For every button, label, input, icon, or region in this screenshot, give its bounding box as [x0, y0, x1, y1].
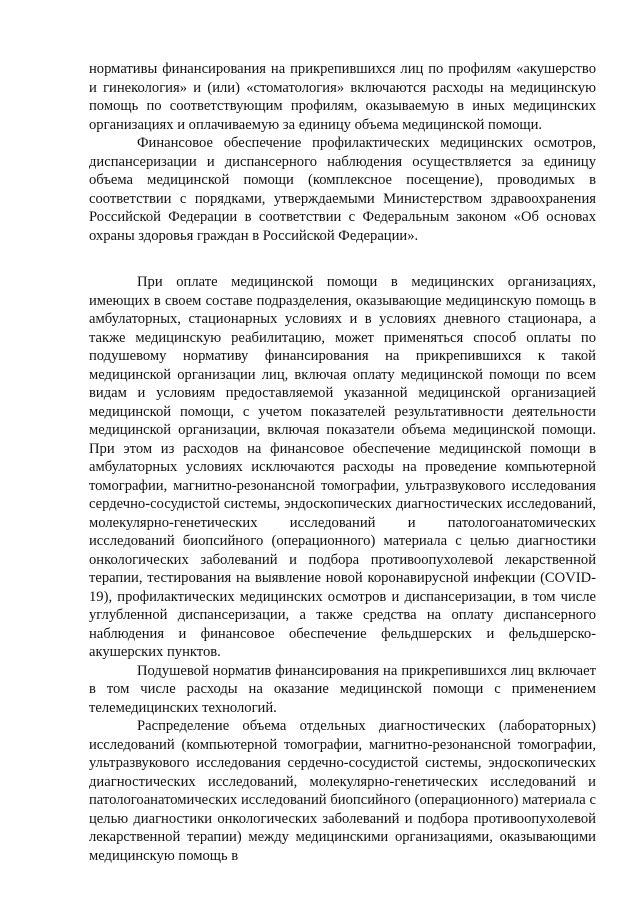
document-body: [89, 60, 596, 865]
paragraph-preventive-exams: Финансовое обеспечение профилактических медицинских осмотров, диспансеризации и диспансерного наблюдения осуществляется за единицу объема медицинской помощи (комплексное посещение), проводимых в соответствии с порядками, утверждаемыми Министерством здравоохранения Российской Федерации в соответствии с Федеральным законом «Об основах охраны здоровья граждан в Российской Федерации».: [89, 135, 596, 244]
paragraph-spacer: [89, 245, 596, 273]
paragraph-telemedicine: Подушевой норматив финансирования на прикрепившихся лиц включает в том числе расходы на оказание медицинской помощи с применением телемедицинских технологий.: [89, 662, 596, 716]
paragraph-diagnostic-distribution: Распределение объема отдельных диагностических (лабораторных) исследований (компьютерной томографии, магнитно-резонансной томографии, ультразвукового исследования сердечно-сосудистой системы, эндоскопических диагностических исследований, молекулярно-генетических исследований и патологоанатомических исследований биопсийного (операционного) материала с целью диагностики онкологических заболеваний и подбора противоопухолевой лекарственной терапии) между медицинскими организациями, оказывающими медицинскую помощь в: [89, 718, 596, 864]
paragraph-per-capita-payment: При оплате медицинской помощи в медицинских организациях, имеющих в своем составе подразделения, оказывающие медицинскую помощь в амбулаторных, стационарных условиях и в условиях дневного стационара, а также медицинскую реабилитацию, может применяться способ оплаты по подушевому нормативу финансирования на прикрепившихся к такой медицинской организации лиц, включая оплату медицинской помощи по всем видам и условиям предоставляемой указанной медицинской организацией медицинской помощи, с учетом показателей результативности деятельности медицинской организации, включая показатели объема медицинской помощи. При этом из расходов на финансовое обеспечение медицинской помощи в амбулаторных условиях исключаются расходы на проведение компьютерной томографии, магнитно-резонансной томографии, ультразвукового исследования сердечно-сосудистой системы, эндоскопических диагностических исследований, молекулярно-генетических исследований и патологоанатомических исследований биопсийного (операционного) материала с целью диагностики онкологических заболеваний и подбора противоопухолевой лекарственной терапии, тестирования на выявление новой коронавирусной инфекции (COVID-19), профилактических медицинских осмотров и диспансеризации, в том числе углубленной диспансеризации, а также средства на оплату диспансерного наблюдения и финансовое обеспечение фельдшерских и фельдшерско-акушерских пунктов.: [89, 274, 596, 660]
paragraph-continuation: нормативы финансирования на прикрепившихся лиц по профилям «акушерство и гинекология» и (или) «стоматология» включаются расходы на медицинскую помощь по соответствующим профилям, оказываемую в иных медицинских организациях и оплачиваемую за единицу объема медицинской помощи.: [89, 61, 596, 133]
